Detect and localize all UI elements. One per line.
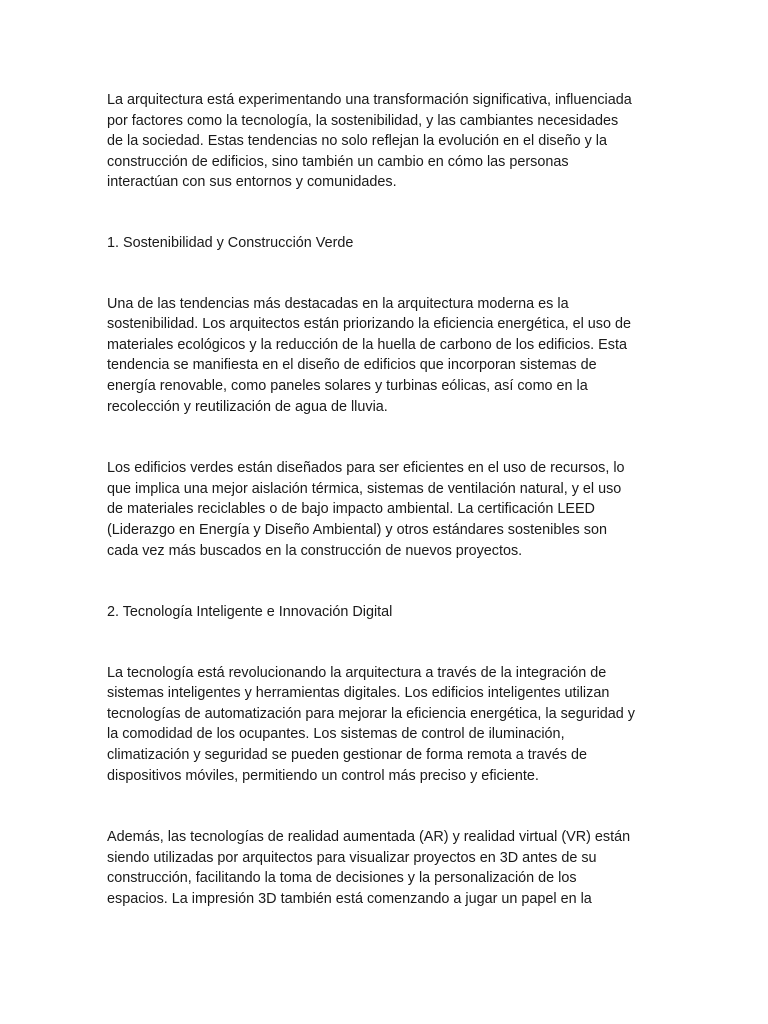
document-body: [107, 90, 667, 910]
spacer: [107, 193, 667, 233]
paragraph-line: espacios. La impresión 3D también está comenzando a jugar un papel en la: [107, 891, 592, 908]
paragraph-line: La tecnología está revolucionando la arquitectura a través de la integración de: [107, 664, 607, 681]
paragraph-line: materiales ecológicos y la reducción de la huella de carbono de los edificios. Esta: [107, 336, 627, 353]
intro-line: construcción de edificios, sino también un cambio en cómo las personas: [107, 153, 569, 170]
paragraph-line: sostenibilidad. Los arquitectos están priorizando la eficiencia energética, el uso de: [107, 316, 631, 333]
paragraph-line: (Liderazgo en Energía y Diseño Ambiental) y otros estándares sostenibles son: [107, 521, 607, 538]
paragraph-line: Además, las tecnologías de realidad aumentada (AR) y realidad virtual (VR) están: [107, 829, 631, 846]
paragraph-line: energía renovable, como paneles solares y turbinas eólicas, así como en la: [107, 377, 588, 394]
paragraph-line: de materiales reciclables o de bajo impacto ambiental. La certificación LEED: [107, 501, 595, 518]
paragraph-line: cada vez más buscados en la construcción de nuevos proyectos.: [107, 542, 523, 559]
paragraph-line: dispositivos móviles, permitiendo un control más preciso y eficiente.: [107, 767, 539, 784]
spacer: [107, 254, 667, 294]
intro-paragraph: [107, 90, 667, 193]
paragraph-line: recolección y reutilización de agua de lluvia.: [107, 398, 388, 415]
section-2-paragraph-1: [107, 663, 667, 787]
spacer: [107, 786, 667, 827]
paragraph-line: Los edificios verdes están diseñados para ser eficientes en el uso de recursos, lo: [107, 460, 625, 477]
paragraph-line: que implica una mejor aislación térmica, sistemas de ventilación natural, y el uso: [107, 480, 622, 497]
intro-line: de la sociedad. Estas tendencias no solo reflejan la evolución en el diseño y la: [107, 133, 607, 150]
section-2-paragraph-2: [107, 827, 667, 909]
paragraph-line: climatización y seguridad se pueden gestionar de forma remota a través de: [107, 747, 587, 764]
section-1-heading: 1. Sostenibilidad y Construcción Verde: [107, 234, 354, 251]
paragraph-line: tendencia se manifiesta en el diseño de edificios que incorporan sistemas de: [107, 357, 597, 374]
paragraph-line: la comodidad de los ocupantes. Los sistemas de control de iluminación,: [107, 726, 565, 743]
paragraph-line: siendo utilizadas por arquitectos para visualizar proyectos en 3D antes de su: [107, 849, 597, 866]
section-2-heading: 2. Tecnología Inteligente e Innovación Digital: [107, 604, 393, 621]
spacer: [107, 417, 667, 458]
intro-line: por factores como la tecnología, la sostenibilidad, y las cambiantes necesidades: [107, 112, 619, 129]
paragraph-line: tecnologías de automatización para mejorar la eficiencia energética, la seguridad y: [107, 705, 635, 722]
intro-line: interactúan con sus entornos y comunidades.: [107, 174, 397, 191]
paragraph-line: sistemas inteligentes y herramientas digitales. Los edificios inteligentes utilizan: [107, 685, 610, 702]
section-1-paragraph-1: [107, 294, 667, 418]
section-1-paragraph-2: [107, 458, 667, 561]
spacer: [107, 561, 667, 602]
intro-line: La arquitectura está experimentando una transformación significativa, influenciada: [107, 92, 632, 108]
paragraph-line: Una de las tendencias más destacadas en la arquitectura moderna es la: [107, 295, 569, 312]
paragraph-line: construcción, facilitando la toma de decisiones y la personalización de los: [107, 870, 577, 887]
spacer: [107, 623, 667, 663]
